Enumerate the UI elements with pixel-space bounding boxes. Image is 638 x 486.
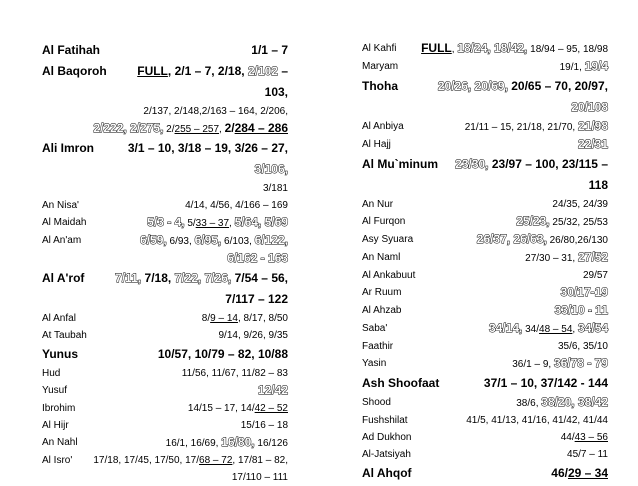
verse-references [140,232,288,250]
verse-ref: 16/126 [254,438,288,449]
verse-references [93,452,288,469]
surah-entry-continuation [42,120,288,138]
surah-entry [362,40,608,58]
verse-ref: 3/106, [254,162,288,176]
verse-ref: 3/18 – 19, [177,141,232,155]
verse-ref: 22/31 [577,137,608,151]
verse-ref: 2/137, 2/148,2/163 – 164, 2/206, [143,106,288,117]
verse-references [406,76,608,118]
verse-ref: , [167,64,175,78]
verse-ref: 15/16 – 18 [240,420,288,431]
surah-entry [42,452,288,469]
verse-ref: 38/20, 38/42 [541,395,608,409]
verse-ref: 24/35, 24/39 [552,199,608,210]
surah-entry [42,197,288,214]
verse-references [241,417,288,434]
surah-entry [362,213,608,231]
verse-ref: 25/23, [516,214,550,228]
surah-name: Al Maidah [42,217,87,228]
surah-entry [42,310,288,327]
surah-name: An Nisa' [42,200,79,211]
verse-ref: 23/115 – 118 [561,157,608,192]
verse-ref: 48 – 54 [539,324,573,335]
surah-name: Hud [42,368,61,379]
surah-entry [42,417,288,434]
surah-name: Al Isro' [42,455,73,466]
verse-ref: 18/94 – 95, 18/98 [527,44,608,55]
surah-entry [42,327,288,344]
verse-ref: 10/79 – 82, [194,347,255,361]
surah-name: Al Anbiya [362,121,404,132]
surah-name: Al Hijr [42,420,69,431]
verse-references [484,373,608,394]
verse-ref: 3/181 [262,183,288,194]
surah-entry [42,434,288,452]
verse-references [558,338,608,355]
verse-ref: 20/26, 20/69, [437,79,508,93]
surah-name: Yasin [362,358,387,369]
verse-ref: 7/54 – 56, [231,271,288,285]
verse-ref: 19/1, [559,62,585,73]
verse-references [561,429,608,446]
verse-ref: 35/6, 35/10 [557,341,608,352]
verse-ref: 27/52 [577,250,608,264]
surah-entry [362,249,608,267]
surah-entry [42,40,288,61]
surah-name: Yusuf [42,385,68,396]
surah-name: Thoha [362,79,398,93]
verse-ref: , [572,324,578,335]
surah-name: Al Ahqof [362,466,412,480]
verse-ref: 36/78 - 79 [553,356,608,370]
surah-name: Ali Imron [42,141,95,155]
verse-references [158,344,288,365]
verse-references [166,434,288,452]
surah-name: Saba' [362,323,388,334]
surah-name: Shood [362,397,391,408]
surah-name: Fushshilat [362,415,408,426]
verse-ref: 6/103, [221,236,255,247]
verse-references [42,469,288,486]
verse-ref: 21/11 – 15, 21/18, 21/70, [464,122,578,133]
surah-name: Al Hajj [362,139,391,150]
surah-name: Ar Ruum [362,287,402,298]
surah-name: Al An'am [42,235,82,246]
verse-ref: 11/56, 11/67, 11/82 – 83 [181,368,288,379]
verse-ref: 23/97 – 100, [488,157,562,171]
surah-name: Al Kahfi [362,43,397,54]
verse-ref: 29/57 [582,270,608,281]
verse-ref: 284 – 286 [234,121,288,135]
surah-entry [362,373,608,394]
verse-ref: 29 – 34 [567,466,608,480]
surah-entry-continuation [42,289,288,310]
surah-entry [42,61,288,103]
verse-references [147,214,288,232]
surah-name: Ash Shoofaat [362,376,440,390]
verse-ref: 26/37, 26/63, [476,232,547,246]
verse-ref: 2/ [224,121,235,135]
verse-ref: , [219,124,225,135]
verse-ref: 5/64, 5/69 [234,215,288,229]
verse-references [42,250,288,268]
verse-ref: 34/14, [488,321,523,335]
verse-ref: 6/162 - 163 [227,251,288,265]
verse-references [567,446,608,463]
verse-ref: 9/14, 9/26, 9/35 [218,330,288,341]
verse-references [512,355,608,373]
surah-entry [42,400,288,417]
surah-name: Al A'rof [42,271,85,285]
verse-ref: 27/30 – 31, [525,253,578,264]
verse-references [516,394,608,412]
verse-ref: 68 – 72 [199,455,233,466]
verse-ref: 12/42 [257,383,288,397]
surah-entry [362,136,608,154]
verse-ref: 5/3 - 4, [147,215,185,229]
verse-references [202,310,288,327]
surah-entry-continuation [42,469,288,486]
verse-ref: 6/59, [140,233,167,247]
verse-references [465,118,608,136]
verse-references [477,231,608,249]
verse-ref: , [451,44,458,55]
verse-ref: 33 – 37 [195,218,230,229]
verse-ref: 2/102 [247,64,278,78]
verse-references [42,289,288,310]
surah-entry-continuation [42,180,288,197]
surah-entry [42,365,288,382]
verse-references [578,136,608,154]
surah-entry-continuation [42,250,288,268]
surah-entry [42,232,288,250]
verse-ref: 25/32, 25/53 [549,217,608,228]
surah-entry [362,58,608,76]
verse-ref: 17/18, 17/45, 17/50, 17/ [93,455,200,466]
verse-ref: FULL [421,41,452,55]
verse-ref: 255 – 257 [174,124,220,135]
verse-ref: 23/30, [455,157,489,171]
verse-references [551,463,608,484]
surah-entry [42,382,288,400]
verse-references [516,213,608,231]
surah-entry [42,268,288,289]
surah-entry [362,196,608,213]
verse-ref: 2/18, [214,64,248,78]
verse-ref: 4/14, 4/56, 4/166 – 169 [185,200,288,211]
verse-ref: 16/80, [221,435,255,449]
surah-name: Al Ahzab [362,305,402,316]
verse-ref: 7/22, 7/26, [174,271,232,285]
surah-name: Al Baqoroh [42,64,107,78]
verse-ref: 20/108 [571,100,608,114]
verse-ref: 10/57, [157,347,195,361]
surah-entry [362,320,608,338]
verse-ref: 33/10 - 11 [554,303,608,317]
verse-references [42,180,288,197]
verse-ref: , [229,218,235,229]
surah-name: At Taubah [42,330,87,341]
verse-ref: 7/11, [115,271,142,285]
verse-ref: 5/ [184,218,196,229]
verse-ref: 10/88 [254,347,288,361]
verse-ref: , 17/81 – 82, [232,455,288,466]
verse-ref: 42 – 52 [254,403,288,414]
verse-ref: 20/65 – 70, 20/97, [507,79,608,93]
verse-ref: 6/95, [194,233,222,247]
verse-references [561,284,608,302]
surah-name: Al Anfal [42,313,76,324]
verse-ref: 26/80,26/130 [546,235,608,246]
surah-name: Al Fatihah [42,43,101,57]
verse-ref: 8/ [201,313,211,324]
surah-name: An Nur [362,199,394,210]
verse-references [446,154,608,196]
surah-entry [362,355,608,373]
verse-ref: 44/ [560,432,575,443]
verse-references [555,302,608,320]
surah-name: Ad Dukhon [362,432,412,443]
verse-references [102,138,288,180]
surah-name: Al-Jatsiyah [362,449,411,460]
surah-entry [362,231,608,249]
verse-ref: 9 – 14 [210,313,238,324]
verse-references [185,197,288,214]
verse-references [525,249,608,267]
verse-ref: 43 – 56 [574,432,608,443]
surah-entry [42,344,288,365]
surah-name: Al Ankabuut [362,270,416,281]
verse-ref: 3/26 – 27, [231,141,288,155]
surah-name: An Nahl [42,437,78,448]
surah-entry [362,446,608,463]
verse-references [489,320,608,338]
verse-ref: 34/54 [577,321,608,335]
verse-ref: 41/5, 41/13, 41/16, 41/42, 41/44 [466,415,608,426]
verse-references [188,400,288,417]
surah-name: Faathir [362,341,394,352]
verse-ref: 16/1, 16/69, [165,438,222,449]
surah-entry [362,267,608,284]
surah-name: Al Furqon [362,216,406,227]
left-column [42,40,288,486]
verse-references [552,196,608,213]
verse-ref: 46/ [551,466,568,480]
verse-references [583,267,608,284]
verse-ref: 3/1 – 10, [127,141,178,155]
surah-entry [362,284,608,302]
verse-references [466,412,608,429]
surah-name: An Naml [362,252,401,263]
verse-references [115,61,288,103]
surah-name: Ibrohim [42,403,76,414]
surah-entry [362,302,608,320]
surah-name: Asy Syuara [362,234,414,245]
surah-name: Al Mu`minum [362,157,438,171]
verse-references [258,382,288,400]
surah-entry [362,394,608,412]
verse-ref: 45/7 – 11 [567,449,608,460]
verse-references [421,40,608,58]
verse-references [251,40,288,61]
verse-ref: 7/117 – 122 [225,292,288,306]
verse-references [560,58,608,76]
verse-references [218,327,288,344]
verse-ref: 19/4 [584,59,608,73]
surah-entry [362,118,608,136]
surah-entry [42,138,288,180]
verse-ref: – 103, [264,64,288,99]
verse-ref: 18/24, 18/42, [457,41,528,55]
verse-ref: 7/18, [141,271,175,285]
verse-references [182,365,288,382]
verse-ref: 6/122, [254,233,288,247]
right-column [362,40,608,484]
verse-references [42,103,288,120]
surah-entry [362,338,608,355]
verse-ref: 36/1 – 9, [512,359,554,370]
surah-entry [362,154,608,196]
verse-ref: 2/222, 2/275, [93,121,164,135]
verse-ref: 17/110 – 111 [231,472,288,483]
surah-entry [362,429,608,446]
surah-entry [362,412,608,429]
verse-ref: 34/ [522,324,540,335]
verse-ref: 6/93, [166,236,195,247]
surah-entry [42,214,288,232]
verse-ref: FULL [137,64,168,78]
verse-references [42,120,288,138]
surah-entry-continuation [42,103,288,120]
surah-name: Maryam [362,61,399,72]
verse-ref: 2/ [163,124,175,135]
verse-ref: , 8/17, 8/50 [237,313,288,324]
surah-entry [362,76,608,118]
verse-ref: 14/15 – 17, 14/ [187,403,255,414]
verse-ref: 1/1 – 7 [251,43,288,57]
verse-ref: 2/1 – 7, [174,64,215,78]
verse-ref: 21/98 [577,119,608,133]
verse-references [115,268,288,289]
surah-name: Yunus [42,347,79,361]
verse-ref: 30/17-19 [560,285,608,299]
surah-entry [362,463,608,484]
verse-ref: 38/6, [516,398,542,409]
verse-ref: 37/1 – 10, 37/142 - 144 [483,376,608,390]
